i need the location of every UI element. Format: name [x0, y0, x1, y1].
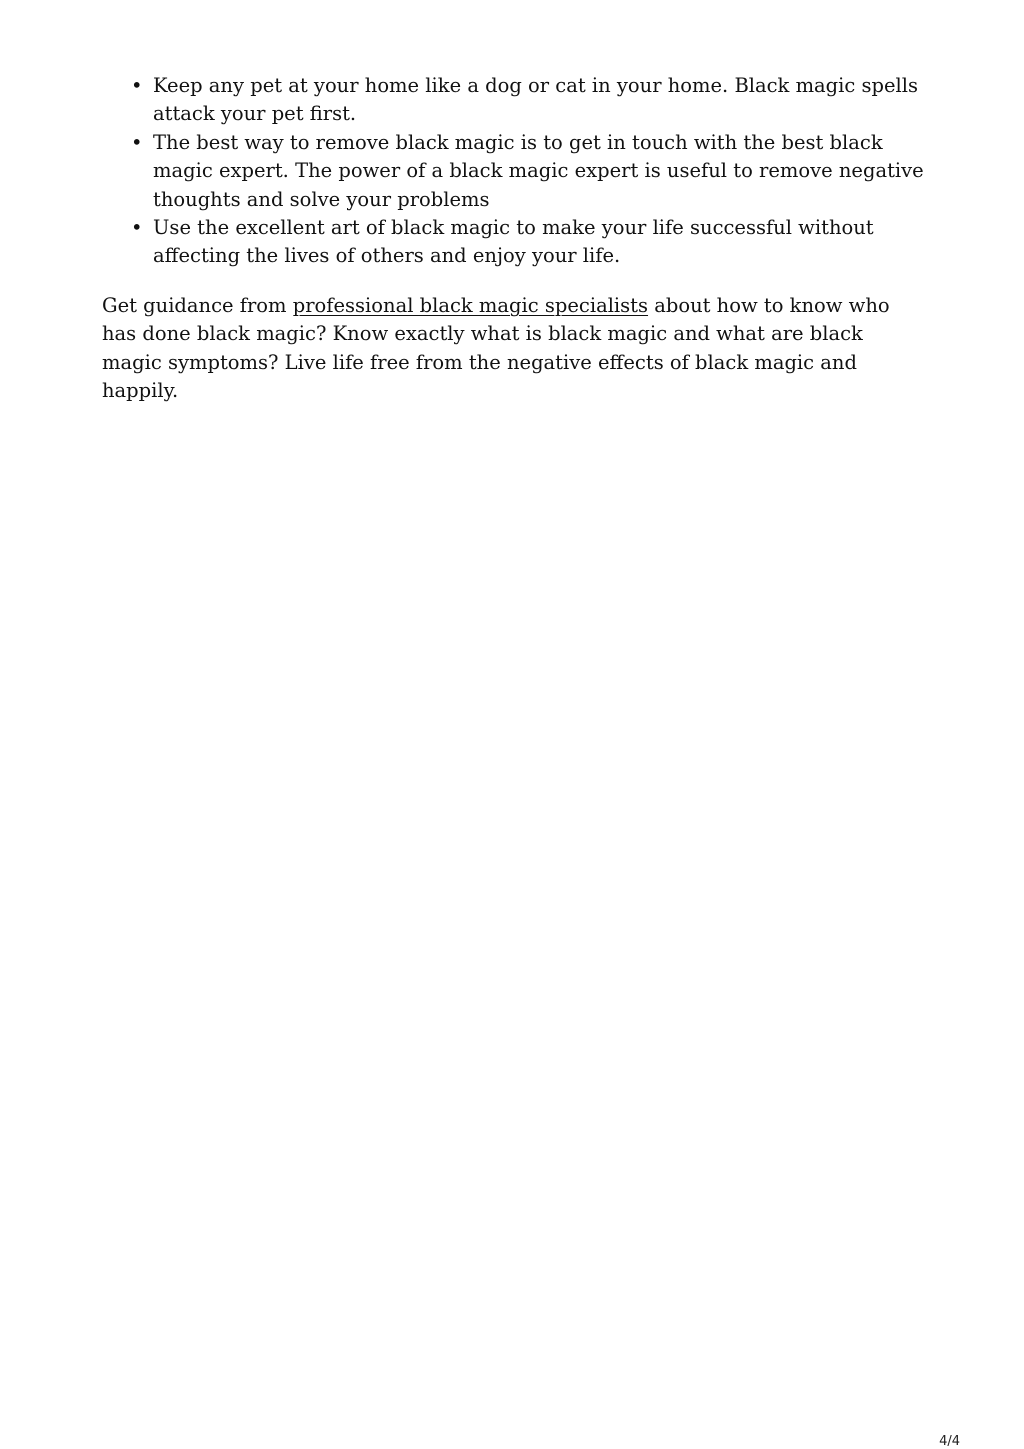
list-item-text: Use the excellent art of black magic to make your life successful without affecting the lives of others and enjoy your life.	[153, 216, 874, 268]
bullet-icon: •	[131, 216, 143, 240]
page-number: 4/4	[939, 1434, 960, 1449]
list-item	[131, 72, 924, 129]
specialists-link[interactable]: professional black magic specialists	[292, 293, 649, 317]
guidance-paragraph	[102, 292, 924, 406]
bullet-icon: •	[131, 74, 143, 97]
list-item	[131, 129, 924, 214]
list-item	[131, 214, 924, 271]
bullet-list	[102, 72, 924, 271]
bullet-icon: •	[131, 130, 143, 154]
document-content	[102, 72, 924, 405]
paragraph-text-before-link: Get guidance from	[102, 293, 293, 317]
paragraph-text-after-link: about how to know who has done black magic? Know exactly what is black magic and what are black magic symptoms? Live life free from the negative effects of black magic and happily.	[102, 293, 890, 403]
list-item-text: Keep any pet at your home like a dog or cat in your home. Black magic spells attack your pet first.	[153, 74, 919, 126]
list-item-text: The best way to remove black magic is to get in touch with the best black magic expert. The power of a black magic expert is useful to remove negative thoughts and solve your problems	[153, 130, 924, 211]
